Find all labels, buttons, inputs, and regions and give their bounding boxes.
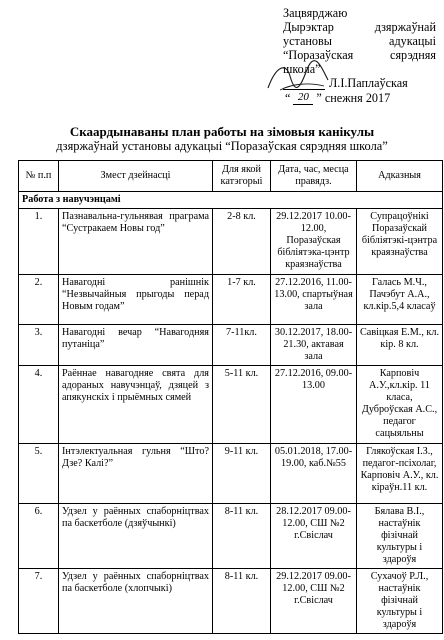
row-responsible: Савіцкая Е.М., кл. кір. 8 кл. [357, 325, 443, 366]
row-category: 5-11 кл. [213, 366, 271, 444]
approval-line-4: “Поразаўская сярэдняя [283, 48, 436, 62]
table-row [19, 275, 443, 325]
approval-line-2: Дырэктар дзяржаўнай [283, 20, 436, 34]
header-date: Дата, час, месца правядз. [271, 161, 357, 192]
row-number: 5. [19, 444, 59, 504]
row-date: 29.12.2017 10.00-12.00, Поразаўская бібліятэка-цэнтр краязнаўства [271, 209, 357, 275]
table-row [19, 444, 443, 504]
section-title: Работа з навучэнцамі [19, 192, 443, 209]
row-responsible: Сухачоў Р.Л., настаўнік фізічнай культуры і здароўя [357, 569, 443, 634]
row-number: 7. [19, 569, 59, 634]
row-number: 6. [19, 504, 59, 569]
plan-table [18, 160, 443, 634]
row-number: 2. [19, 275, 59, 325]
row-date: 30.12.2017, 18.00-21.30, актавая зала [271, 325, 357, 366]
table-row [19, 366, 443, 444]
header-number: № п.п [19, 161, 59, 192]
table-row [19, 325, 443, 366]
row-responsible: Галась М.Ч., Пачэбут А.А., кл.кір.5,4 класаў [357, 275, 443, 325]
row-category: 1-7 кл. [213, 275, 271, 325]
row-date: 28.12.2017 09.00-12.00, СШ №2 г.Свіслач [271, 504, 357, 569]
header-activity: Змест дзейнасці [59, 161, 213, 192]
row-category: 7-11кл. [213, 325, 271, 366]
row-number: 1. [19, 209, 59, 275]
row-date: 27.12.2016, 09.00-13.00 [271, 366, 357, 444]
plan-subtitle: дзяржаўнай установы адукацыі “Поразаўская сярэдняя школа” [56, 139, 388, 153]
row-activity: Навагодні ранішнік “Незвычайныя прыгоды перад Новым годам” [59, 275, 213, 325]
plan-title: Скаардынаваны план работы на зімовыя канікулы [69, 124, 375, 139]
row-responsible: Супрацоўнікі Поразаўскай бібліятэкі-цэнтра краязнаўства [357, 209, 443, 275]
approval-line-3: установы адукацыі [283, 34, 436, 48]
table-row [19, 569, 443, 634]
row-date: 27.12.2016, 11.00-13.00, спартыўная зала [271, 275, 357, 325]
section-row [19, 192, 443, 209]
signature-name: Л.І.Паплаўская [329, 76, 408, 90]
handwritten-signature [262, 58, 332, 98]
approval-line-5: школа” [283, 62, 321, 76]
row-responsible: Глякоўская І.З., педагог-псіхолаг, Карповіч А.У., кл. кіраўн.11 кл. [357, 444, 443, 504]
row-number: 4. [19, 366, 59, 444]
row-responsible: Бялава В.І., настаўнік фізічнай культуры і здароўя [357, 504, 443, 569]
row-activity: Раённае навагодняе свята для адораных навучэнцаў, дзяцей з апякунскіх і прыёмных сямей [59, 366, 213, 444]
row-activity: Удзел у раённых спаборніцтвах па баскетболе (дзяўчынкі) [59, 504, 213, 569]
table-header-row [19, 161, 443, 192]
row-activity: Пазнавальна-гульнявая праграма “Сустракаем Новы год” [59, 209, 213, 275]
row-date: 05.01.2018, 17.00-19.00, каб.№55 [271, 444, 357, 504]
row-category: 8-11 кл. [213, 504, 271, 569]
header-category: Для якой катэгорыі [213, 161, 271, 192]
row-activity: Навагодні вечар “Навагодняя путаніца” [59, 325, 213, 366]
table-row [19, 209, 443, 275]
approval-date-day: 20 [293, 90, 313, 105]
table-row [19, 504, 443, 569]
header-responsible: Адказныя [357, 161, 443, 192]
row-category: 8-11 кл. [213, 569, 271, 634]
row-activity: Удзел у раённых спаборніцтвах па баскетболе (хлопчыкі) [59, 569, 213, 634]
row-number: 3. [19, 325, 59, 366]
row-category: 9-11 кл. [213, 444, 271, 504]
row-date: 29.12.2017 09.00-12.00, СШ №2 г.Свіслач [271, 569, 357, 634]
row-category: 2-8 кл. [213, 209, 271, 275]
row-activity: Інтэлектуальная гульня “Што? Дзе? Калі?” [59, 444, 213, 504]
approval-heading: Зацвярджаю [283, 6, 348, 20]
row-responsible: Карповіч А.У.,кл.кір. 11 класа, Дуброўская А.С., педагог сацыяльны [357, 366, 443, 444]
approval-date: “ 20 ” снежня 2017 [285, 91, 391, 105]
